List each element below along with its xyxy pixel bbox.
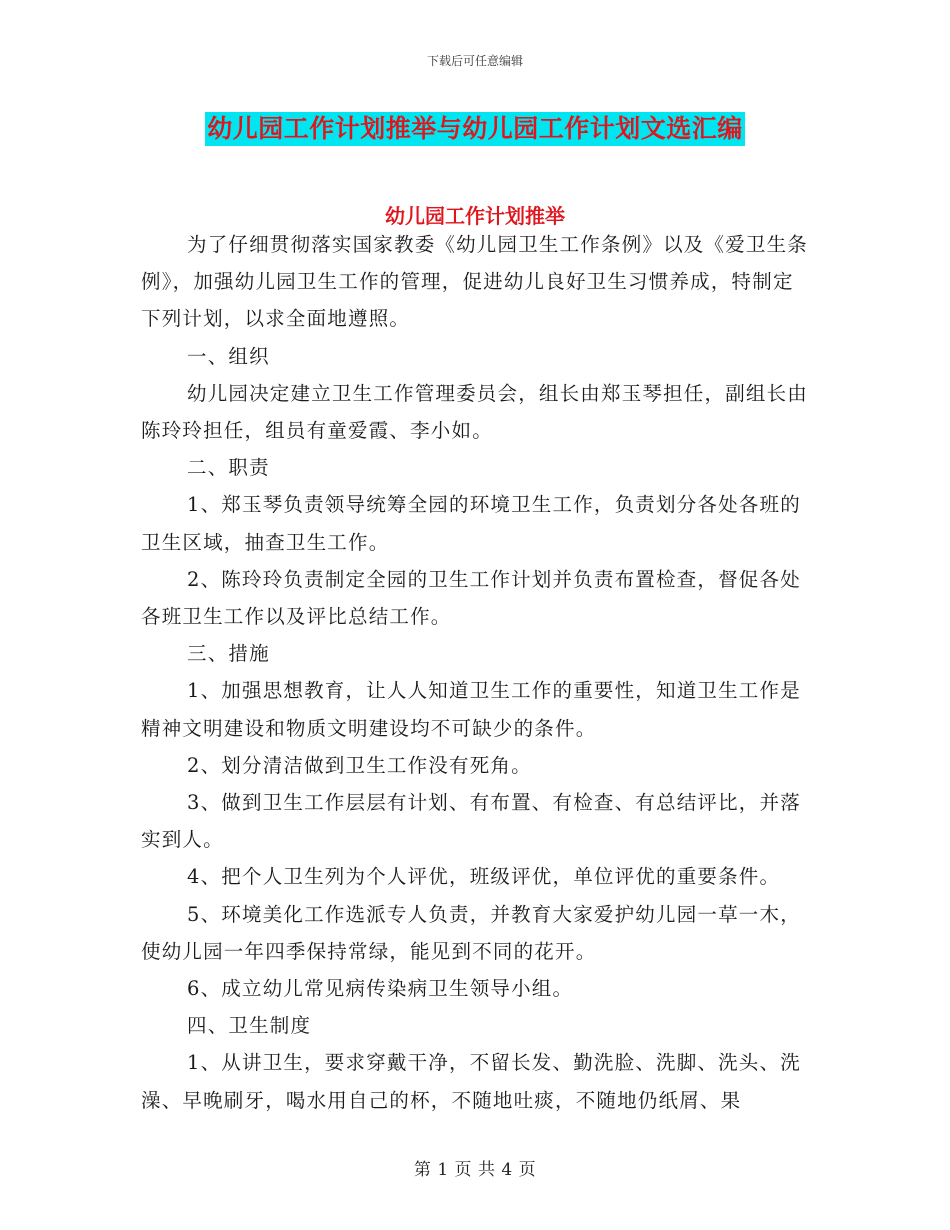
paragraph: 三、措施 [187,642,270,666]
paragraph: 6、成立幼儿常见病传染病卫生领导小组。 [187,977,574,1001]
paragraph: 一、组织 [187,344,270,368]
paragraph: 四、卫生制度 [187,1014,312,1038]
paragraph: 为了仔细贯彻落实国家教委《幼儿园卫生工作条例》以及《爱卫生条例》，加强幼儿园卫生工作的管理，促进幼儿良好卫生习惯养成，特制定下列计划，以求全面地遵照。 [141,233,809,331]
title-container [0,112,950,146]
page-number: 第 1 页 共 4 页 [413,1160,537,1180]
section-title: 幼儿园工作计划推举 [385,204,565,228]
paragraph: 1、从讲卫生，要求穿戴干净，不留长发、勤洗脸、洗脚、洗头、洗澡、早晚刷牙，喝水用自己的杯，不随地吐痰，不随地仍纸屑、果 [141,1051,801,1112]
paragraph: 1、郑玉琴负责领导统筹全园的环境卫生工作，负责划分各处各班的卫生区域，抽查卫生工作。 [141,493,801,554]
paragraph: 5、环境美化工作选派专人负责，并教育大家爱护幼儿园一草一木，使幼儿园一年四季保持常绿，能见到不同的花开。 [141,902,801,963]
paragraph: 二、职责 [187,456,270,480]
document-title: 幼儿园工作计划推举与幼儿园工作计划文选汇编 [205,112,745,146]
header-note: 下载后可任意编辑 [426,54,523,68]
paragraph: 1、加强思想教育，让人人知道卫生工作的重要性，知道卫生工作是精神文明建设和物质文明建设均不可缺少的条件。 [141,679,801,740]
paragraph: 幼儿园决定建立卫生工作管理委员会，组长由郑玉琴担任，副组长由陈玲玲担任，组员有童爱霞、李小如。 [141,381,809,443]
paragraph: 3、做到卫生工作层层有计划、有布置、有检查、有总结评比，并落实到人。 [141,791,801,852]
paragraph: 4、把个人卫生列为个人评优，班级评优，单位评优的重要条件。 [187,865,781,889]
paragraph: 2、陈玲玲负责制定全园的卫生工作计划并负责布置检查，督促各处各班卫生工作以及评比总结工作。 [141,567,801,629]
paragraph: 2、划分清洁做到卫生工作没有死角。 [187,753,532,777]
document-body [141,226,811,1119]
